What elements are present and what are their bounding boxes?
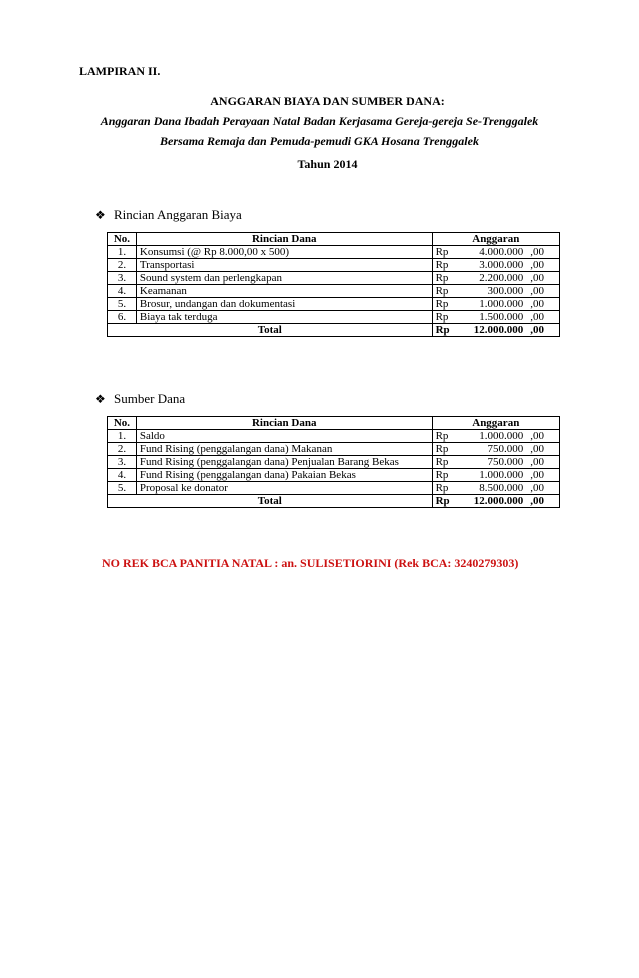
col-header-desc: Rincian Dana	[136, 417, 432, 430]
cell-currency: Rp	[432, 311, 462, 324]
document-subtitle-1: Anggaran Dana Ibadah Perayaan Natal Badan Kerjasama Gereja-gereja Se-Trenggalek	[100, 114, 539, 128]
cell-no: 2.	[108, 259, 137, 272]
cell-decimal: ,00	[526, 246, 559, 259]
cell-amount: 1.000.000	[462, 298, 526, 311]
table-total-row	[108, 495, 560, 508]
cell-amount: 4.000.000	[462, 246, 526, 259]
cell-decimal: ,00	[526, 311, 559, 324]
cell-decimal: ,00	[526, 482, 559, 495]
col-header-no: No.	[108, 233, 137, 246]
sumber-table	[107, 416, 560, 508]
diamond-bullet-icon: ❖	[95, 392, 106, 406]
table-row	[108, 259, 560, 272]
cell-decimal: ,00	[526, 285, 559, 298]
cell-decimal: ,00	[526, 469, 559, 482]
total-decimal: ,00	[526, 324, 559, 337]
table-row	[108, 285, 560, 298]
cell-desc: Keamanan	[136, 285, 432, 298]
cell-amount: 750.000	[462, 443, 526, 456]
table-row	[108, 430, 560, 443]
cell-desc: Saldo	[136, 430, 432, 443]
table-row	[108, 443, 560, 456]
cell-amount: 8.500.000	[462, 482, 526, 495]
cell-no: 2.	[108, 443, 137, 456]
table-row	[108, 272, 560, 285]
rincian-table	[107, 232, 560, 337]
cell-decimal: ,00	[526, 298, 559, 311]
cell-desc: Biaya tak terduga	[136, 311, 432, 324]
cell-desc: Brosur, undangan dan dokumentasi	[136, 298, 432, 311]
section-sumber-heading	[95, 391, 185, 407]
cell-no: 5.	[108, 298, 137, 311]
cell-currency: Rp	[432, 298, 462, 311]
section-rincian-heading	[95, 207, 242, 223]
cell-amount: 1.500.000	[462, 311, 526, 324]
cell-desc: Fund Rising (penggalangan dana) Makanan	[136, 443, 432, 456]
col-header-desc: Rincian Dana	[136, 233, 432, 246]
cell-desc: Fund Rising (penggalangan dana) Pakaian Bekas	[136, 469, 432, 482]
table-row	[108, 469, 560, 482]
cell-desc: Sound system dan perlengkapan	[136, 272, 432, 285]
table-row	[108, 246, 560, 259]
cell-no: 3.	[108, 456, 137, 469]
cell-amount: 300.000	[462, 285, 526, 298]
col-header-no: No.	[108, 417, 137, 430]
col-header-amount: Anggaran	[432, 417, 559, 430]
cell-desc: Konsumsi (@ Rp 8.000,00 x 500)	[136, 246, 432, 259]
cell-currency: Rp	[432, 456, 462, 469]
cell-no: 1.	[108, 246, 137, 259]
section-sumber-label: Sumber Dana	[114, 391, 186, 406]
document-subtitle-2: Bersama Remaja dan Pemuda-pemudi GKA Hosana Trenggalek	[160, 134, 479, 148]
cell-no: 1.	[108, 430, 137, 443]
table-row	[108, 298, 560, 311]
cell-currency: Rp	[432, 259, 462, 272]
cell-currency: Rp	[432, 285, 462, 298]
cell-amount: 2.200.000	[462, 272, 526, 285]
cell-no: 5.	[108, 482, 137, 495]
total-decimal: ,00	[526, 495, 559, 508]
cell-currency: Rp	[432, 482, 462, 495]
cell-decimal: ,00	[526, 430, 559, 443]
total-label: Total	[108, 495, 433, 508]
table-row	[108, 311, 560, 324]
table-row	[108, 482, 560, 495]
cell-amount: 3.000.000	[462, 259, 526, 272]
bank-account-note: NO REK BCA PANITIA NATAL : an. SULISETIORINI (Rek BCA: 3240279303)	[102, 556, 519, 570]
cell-amount: 1.000.000	[462, 430, 526, 443]
total-amount: 12.000.000	[462, 324, 526, 337]
appendix-label: LAMPIRAN II.	[79, 64, 161, 78]
cell-currency: Rp	[432, 272, 462, 285]
diamond-bullet-icon: ❖	[95, 208, 106, 222]
total-currency: Rp	[432, 495, 462, 508]
cell-decimal: ,00	[526, 456, 559, 469]
cell-decimal: ,00	[526, 272, 559, 285]
table-row	[108, 456, 560, 469]
table-total-row	[108, 324, 560, 337]
cell-amount: 1.000.000	[462, 469, 526, 482]
cell-amount: 750.000	[462, 456, 526, 469]
cell-currency: Rp	[432, 443, 462, 456]
cell-no: 4.	[108, 469, 137, 482]
cell-desc: Proposal ke donator	[136, 482, 432, 495]
cell-desc: Fund Rising (penggalangan dana) Penjualan Barang Bekas	[136, 456, 432, 469]
section-rincian-label: Rincian Anggaran Biaya	[114, 207, 242, 222]
table-header-row	[108, 233, 560, 246]
cell-decimal: ,00	[526, 259, 559, 272]
document-year: Tahun 2014	[297, 157, 358, 171]
cell-no: 6.	[108, 311, 137, 324]
cell-decimal: ,00	[526, 443, 559, 456]
total-amount: 12.000.000	[462, 495, 526, 508]
total-label: Total	[108, 324, 433, 337]
col-header-amount: Anggaran	[432, 233, 559, 246]
total-currency: Rp	[432, 324, 462, 337]
table-header-row	[108, 417, 560, 430]
cell-no: 3.	[108, 272, 137, 285]
cell-currency: Rp	[432, 430, 462, 443]
cell-currency: Rp	[432, 246, 462, 259]
cell-desc: Transportasi	[136, 259, 432, 272]
document-title: ANGGARAN BIAYA DAN SUMBER DANA:	[210, 94, 445, 108]
cell-no: 4.	[108, 285, 137, 298]
cell-currency: Rp	[432, 469, 462, 482]
